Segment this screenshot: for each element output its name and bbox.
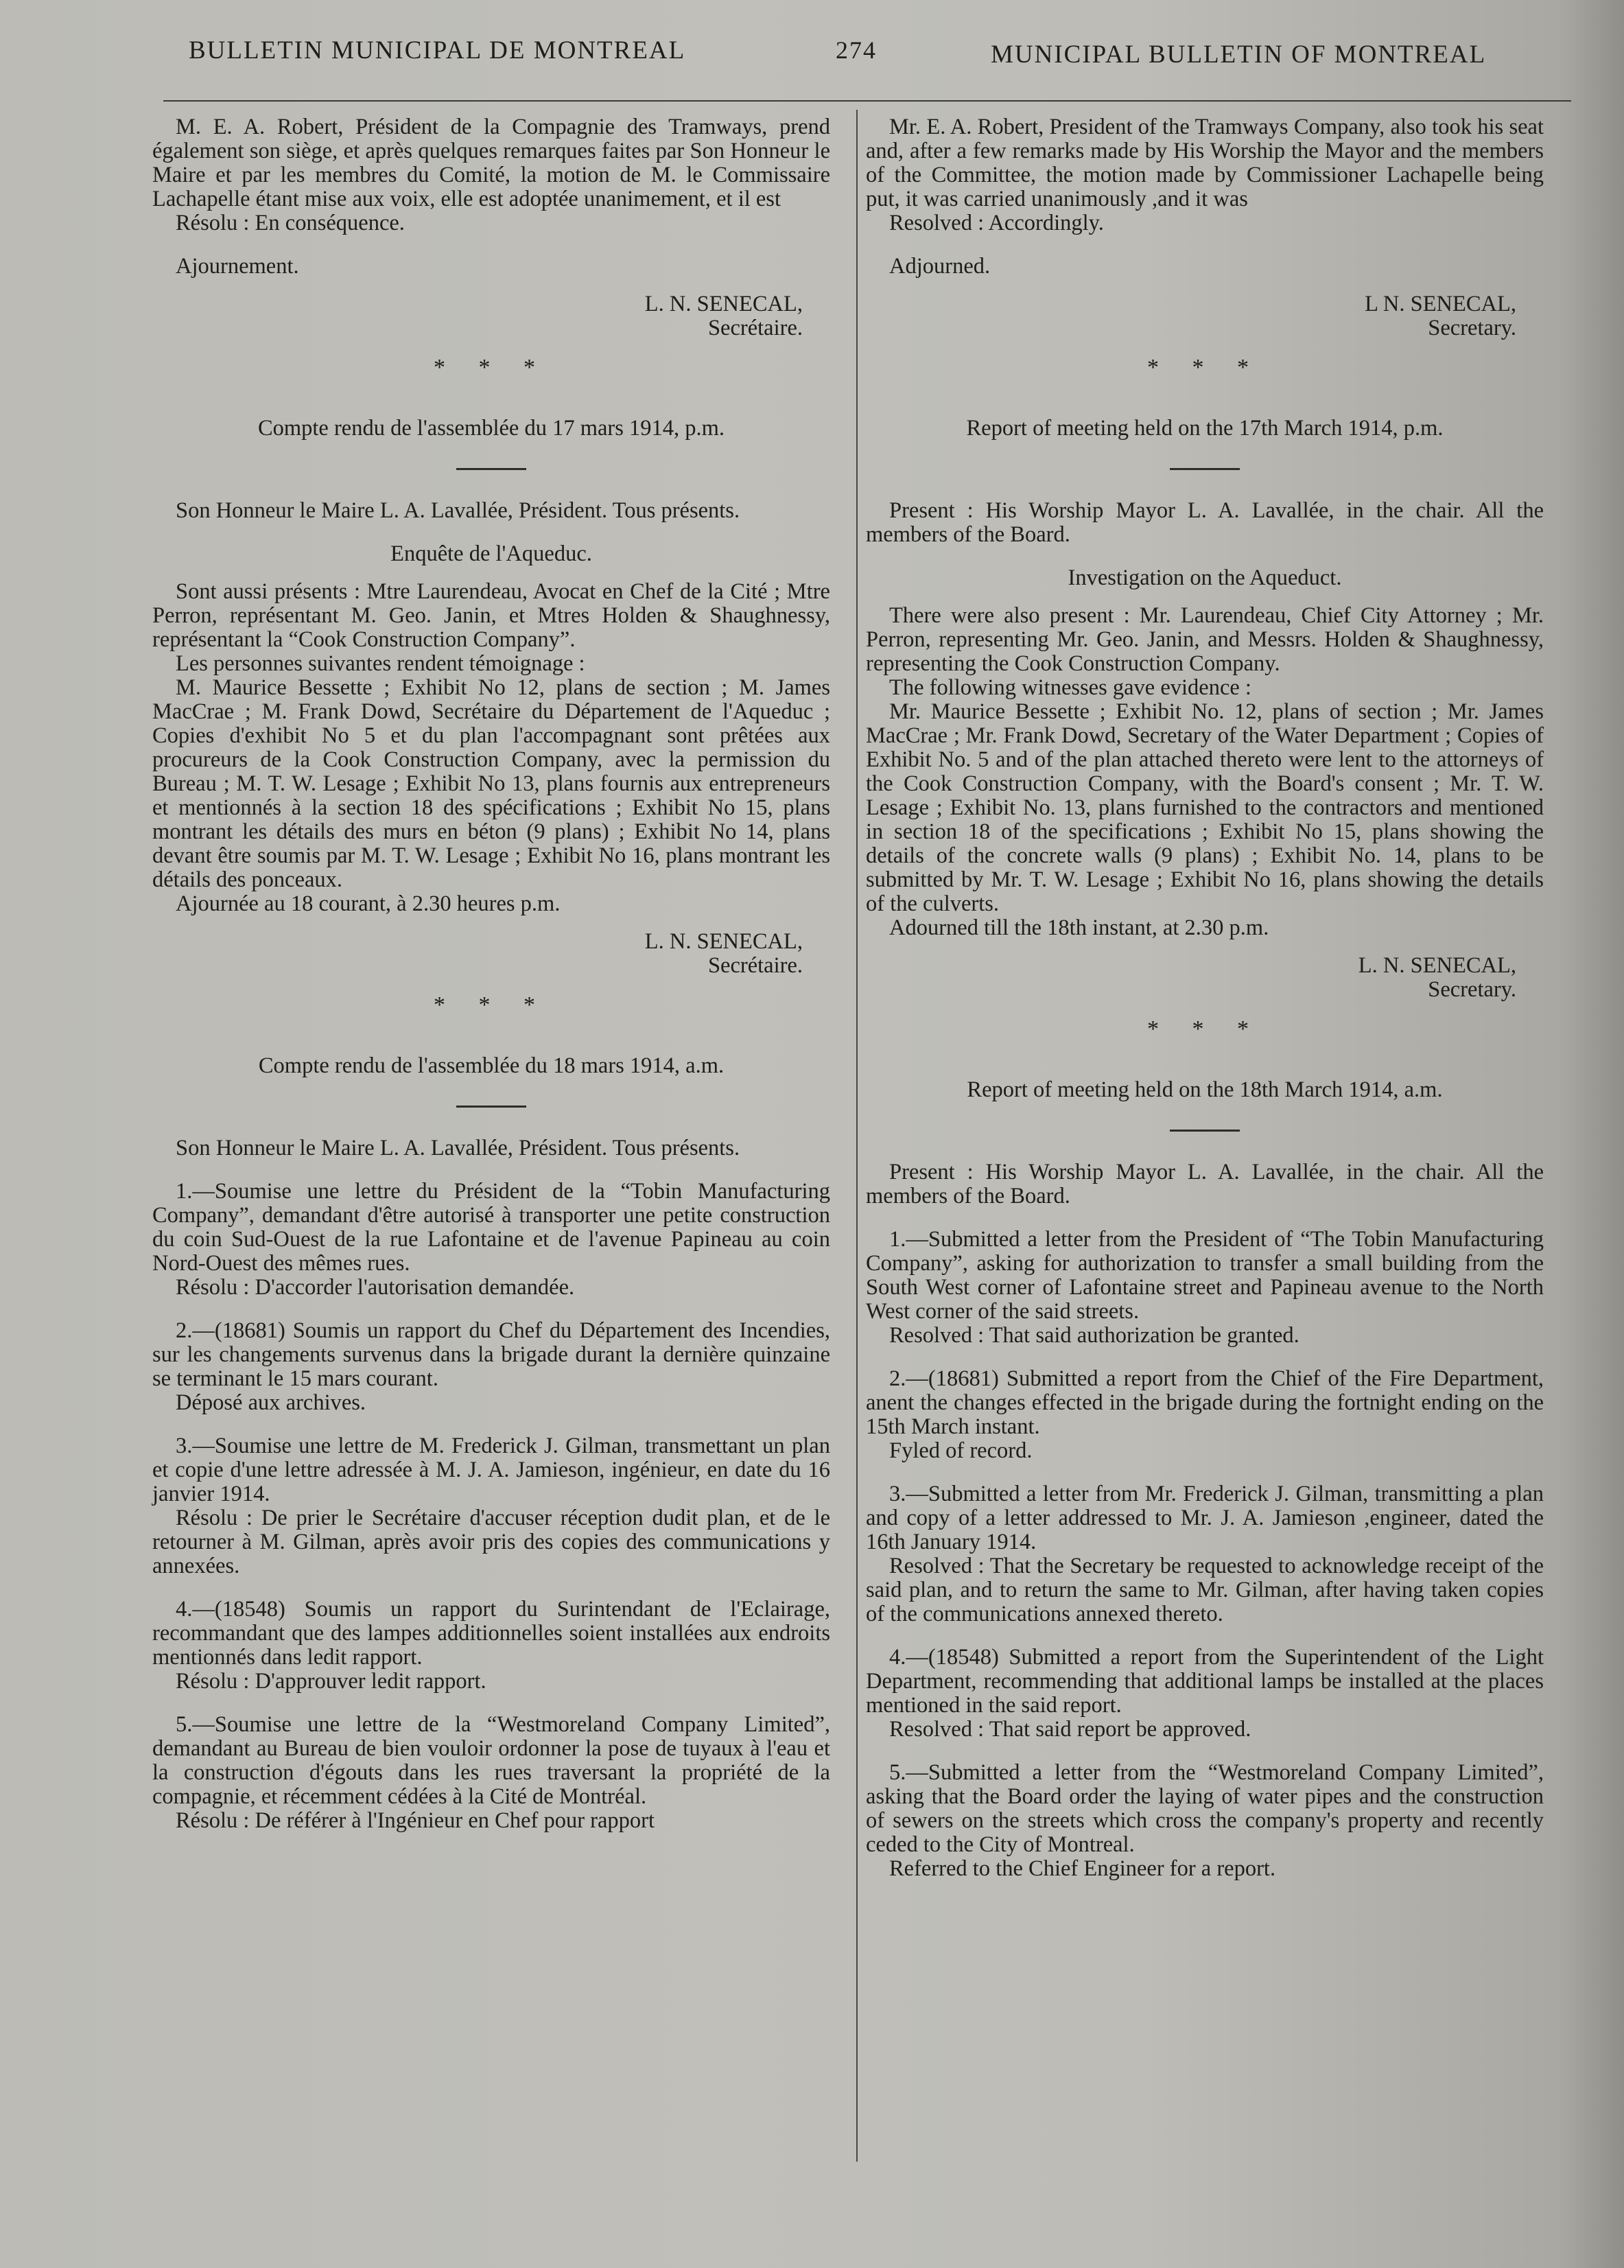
english-column (866, 115, 1544, 1881)
resolution: Résolu : En conséquence. (176, 211, 405, 235)
attendance: Present : His Worship Mayor L. A. Lavallée, in the chair. All the members of the Board. (866, 498, 1544, 547)
agenda-item: 4.—(18548) Soumis un rapport du Surintendant de l'Eclairage, recommandant que des lampes additionnelles soient installées aux endroits mentionnés dans ledit rapport. (152, 1597, 830, 1670)
heading-rule (456, 1106, 526, 1108)
signature-title: Secrétaire. (707, 953, 803, 978)
section-separator: * * * (1147, 355, 1262, 380)
meeting-heading: Report of meeting held on the 18th March 1914, a.m. (967, 1077, 1443, 1102)
resolution: Resolved : That said authorization be granted. (889, 1323, 1299, 1348)
agenda-item: 2.—(18681) Soumis un rapport du Chef du Département des Incendies, sur les changements survenus dans la brigade durant la dernière quinzaine se terminant le 15 mars courant. (152, 1318, 830, 1391)
signature-name: L N. SENECAL, (1365, 292, 1516, 316)
agenda-item: 2.—(18681) Submitted a report from the Chief of the Fire Department, anent the changes effected in the brigade during the fortnight ending on the 15th March instant. (866, 1366, 1544, 1439)
meeting-heading: Report of meeting held on the 17th March 1914, p.m. (966, 416, 1444, 441)
attendance: Son Honneur le Maire L. A. Lavallée, Président. Tous présents. (176, 1136, 740, 1160)
agenda-item: 1.—Soumise une lettre du Président de la “Tobin Manufacturing Company”, demandant d'être autorisé à transporter une petite construction du coin Sud-Ouest de la rue Lafontaine et de l'avenue Papineau au coin Nord-Ouest des mêmes rues. (152, 1179, 830, 1276)
paragraph: Sont aussi présents : Mtre Laurendeau, Avocat en Chef de la Cité ; Mtre Perron, représentant M. Geo. Janin, et Mtres Holden & Shaughnessy, représentant la “Cook Construction Company”. (152, 579, 830, 652)
attendance: Son Honneur le Maire L. A. Lavallée, Président. Tous présents. (176, 498, 740, 523)
meeting-heading: Compte rendu de l'assemblée du 17 mars 1914, p.m. (257, 416, 725, 441)
signature-name: L. N. SENECAL, (644, 929, 803, 954)
header-rule (163, 100, 1571, 102)
paragraph: The following witnesses gave evidence : (889, 675, 1251, 700)
paragraph: There were also present : Mr. Laurendeau, Chief City Attorney ; Mr. Perron, representing Mr. Geo. Janin, and Messrs. Holden & Shaughnessy, representing the Cook Construction Company. (866, 603, 1544, 676)
paragraph: M. Maurice Bessette ; Exhibit No 12, plans de section ; M. James MacCrae ; M. Frank Dowd, Secrétaire du Département de l'Aqueduc ; Copies d'exhibit No 5 et du plan l'accompagnant sont prêtées aux procureurs de la Cook Construction Company, avec la permission du Bureau ; M. T. W. Lesage ; Exhibit No 13, plans fournis aux entrepreneurs et mentionnés à la section 18 des spécifications ; Exhibit No 15, plans montrant les détails des murs en béton (9 plans) ; Exhibit No 14, plans devant être soumis par M. T. W. Lesage ; Exhibit No 16, plans montrant les détails des ponceaux. (152, 675, 830, 892)
paragraph: Les personnes suivantes rendent témoignage : (176, 651, 585, 676)
adjournment: Ajournée au 18 courant, à 2.30 heures p.m. (176, 891, 561, 916)
resolution: Résolu : De prier le Secrétaire d'accuser réception dudit plan, et de le retourner à M. Gilman, après avoir pris des copies des communications y annexées. (152, 1506, 830, 1578)
signature-name: L. N. SENECAL, (1358, 953, 1516, 978)
resolution: Résolu : D'approuver ledit rapport. (176, 1669, 486, 1694)
section-separator: * * * (434, 992, 549, 1018)
header-english-title: MUNICIPAL BULLETIN OF MONTREAL (991, 40, 1487, 69)
heading-rule (1170, 1130, 1240, 1132)
resolution: Resolved : That the Secretary be requested to acknowledge receipt of the said plan, and to return the same to Mr. Gilman, after having taken copies of the communications annexed thereto. (866, 1554, 1544, 1626)
signature-title: Secrétaire. (707, 316, 803, 340)
subject-heading: Investigation on the Aqueduct. (1068, 565, 1342, 590)
signature-name: L. N. SENECAL, (644, 292, 803, 316)
subject-heading: Enquête de l'Aqueduc. (390, 541, 592, 566)
column-divider (856, 110, 858, 2162)
section-separator: * * * (434, 355, 549, 380)
adjournment: Ajournement. (176, 254, 299, 279)
agenda-item: 3.—Soumise une lettre de M. Frederick J. Gilman, transmettant un plan et copie d'une lettre adressée à M. J. A. Jamieson, ingénieur, en date du 16 janvier 1914. (152, 1434, 830, 1506)
resolution: Fyled of record. (889, 1438, 1033, 1463)
agenda-item: 1.—Submitted a letter from the President of “The Tobin Manufacturing Company”, asking for authorization to transfer a small building from the South West corner of Lafontaine street and Papineau avenue to the North West corner of the said streets. (866, 1227, 1544, 1324)
adjournment: Adourned till the 18th instant, at 2.30 p.m. (889, 915, 1269, 940)
section-separator: * * * (1147, 1016, 1262, 1042)
french-column (152, 115, 830, 1833)
meeting-heading: Compte rendu de l'assemblée du 18 mars 1914, a.m. (258, 1053, 725, 1078)
running-header (0, 36, 1624, 84)
paragraph: Mr. Maurice Bessette ; Exhibit No. 12, plans of section ; Mr. James MacCrae ; Mr. Frank Dowd, Secretary of the Water Department ; Copies of Exhibit No. 5 and of the plan attached thereto were lent to the attorneys of the Cook Construction Company, with the Board's consent ; Mr. T. W. Lesage ; Exhibit No. 13, plans furnished to the contractors and mentioned in section 18 of the specifications ; Exhibit No 15, plans showing the details of the concrete walls (9 plans) ; Exhibit No. 14, plans to be submitted by Mr. T. W. Lesage ; Exhibit No 16, plans showing the details of the culverts. (866, 699, 1544, 916)
signature-title: Secretary. (1428, 977, 1516, 1002)
heading-rule (456, 468, 526, 470)
paragraph: Mr. E. A. Robert, President of the Tramways Company, also took his seat and, after a few remarks made by His Worship the Mayor and the members of the Committee, the motion made by Commissioner Lachapelle being put, it was carried unanimously ,and it was (866, 115, 1544, 211)
heading-rule (1170, 468, 1240, 470)
paragraph: M. E. A. Robert, Président de la Compagnie des Tramways, prend également son siège, et après quelques remarques faites par Son Honneur le Maire et par les membres du Comité, la motion de M. le Commissaire Lachapelle étant mise aux voix, elle est adoptée unanimement, et il est (152, 115, 830, 211)
signature-title: Secretary. (1428, 316, 1516, 340)
adjournment: Adjourned. (889, 254, 991, 279)
agenda-item: 4.—(18548) Submitted a report from the Superintendent of the Light Department, recommending that additional lamps be installed at the places mentioned in the said report. (866, 1645, 1544, 1718)
agenda-item: 5.—Submitted a letter from the “Westmoreland Company Limited”, asking that the Board order the laying of water pipes and the construction of sewers on the streets which cross the company's property and recently ceded to the City of Montreal. (866, 1760, 1544, 1857)
page-number: 274 (836, 36, 877, 64)
agenda-item: 3.—Submitted a letter from Mr. Frederick J. Gilman, transmitting a plan and copy of a letter addressed to Mr. J. A. Jamieson ,engineer, dated the 16th January 1914. (866, 1482, 1544, 1554)
agenda-item: 5.—Soumise une lettre de la “Westmoreland Company Limited”, demandant au Bureau de bien vouloir ordonner la pose de tuyaux à l'eau et la construction d'égouts dans les rues traversant la propriété de la compagnie, et récemment cédées à la Cité de Montréal. (152, 1712, 830, 1809)
resolution: Resolved : Accordingly. (889, 211, 1104, 235)
resolution: Resolved : That said report be approved. (889, 1717, 1251, 1742)
resolution: Résolu : De référer à l'Ingénieur en Chef pour rapport (176, 1808, 655, 1833)
resolution: Referred to the Chief Engineer for a report. (889, 1856, 1276, 1881)
attendance: Present : His Worship Mayor L. A. Lavallée, in the chair. All the members of the Board. (866, 1160, 1544, 1208)
resolution: Résolu : D'accorder l'autorisation demandée. (176, 1275, 575, 1300)
resolution: Déposé aux archives. (176, 1390, 366, 1415)
header-french-title: BULLETIN MUNICIPAL DE MONTREAL (189, 36, 686, 65)
